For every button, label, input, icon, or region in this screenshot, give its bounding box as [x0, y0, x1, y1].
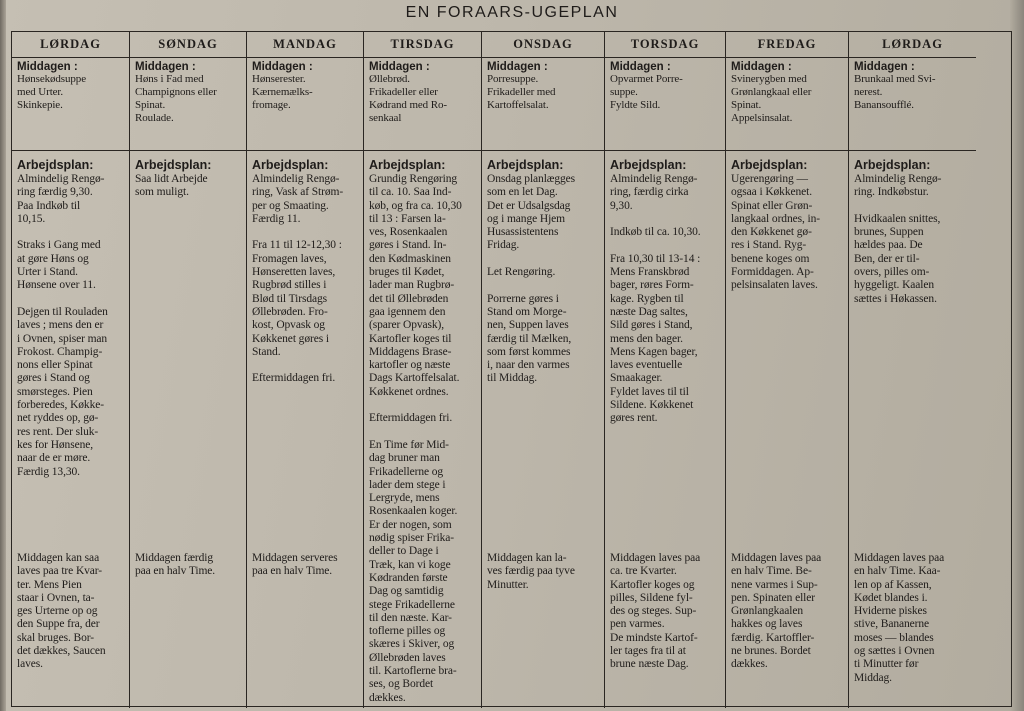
day-header-monday: MANDAG [247, 32, 364, 58]
meal-cell-thursday [605, 58, 726, 151]
meal-text: Porresuppe. Frikadeller med Kartoffelsalat. [487, 73, 556, 111]
plan-text: Almindelig Rengø- ring, Vask af Strøm- per og Smaating. Færdig 11. Fra 11 til 12-12,30 : Fromagen laves, Hønseretten laves, Rugbrød stilles i Blød til Tirsdags Øllebrøden. Fro- kost, Opvask og Køkkenet gøres i Stand. Eftermiddagen fri. [252, 173, 344, 385]
plan-text: Ugerengøring — ogsaa i Køkkenet. Spinat eller Grøn- langkaal ordnes, in- den Køkkenet gø- res i Stand. Ryg- benene koges om Formiddagen. Ap- pelsinsalaten laves. [731, 173, 821, 292]
meal-cell-saturday [12, 58, 130, 151]
day-header-friday: FREDAG [726, 32, 849, 58]
plan-label: Arbejdsplan: [731, 158, 808, 172]
plan-label: Arbejdsplan: [369, 158, 446, 172]
plan-label: Arbejdsplan: [17, 158, 94, 172]
weekly-plan-table [11, 31, 1012, 707]
plan-bottom-text: Middagen laves paa ca. tre Kvarter. Kartofler koges og pilles, Sildene fyl- des og steges. Sup- pen varmes. De mindste Kartof- ler tages fra til at brune næste Dag. [610, 552, 701, 671]
day-header-tuesday: TIRSDAG [364, 32, 482, 58]
plan-bottom-text: Middagen kan saa laves paa tre Kvar- ter. Mens Pien staar i Ovnen, ta- ges Urterne op og den Suppe fra, der skal bruges. Bor- det dækkes, Saucen laves. [17, 552, 106, 671]
plan-text: Almindelig Rengø- ring. Indkøbstur. Hvidkaalen snittes, brunes, Suppen hældes paa. De Ben, der er til- overs, pilles om- hyggeligt. Kaalen sættes i Høkassen. [854, 173, 942, 305]
meal-label: Middagen : [135, 61, 196, 73]
meal-text: Opvarmet Porre- suppe. Fyldte Sild. [610, 73, 683, 111]
day-header-saturday: LØRDAG [12, 32, 130, 58]
plan-cell-sunday [130, 151, 247, 708]
meal-label: Middagen : [610, 61, 671, 73]
meal-cell-wednesday [482, 58, 605, 151]
plan-cell-friday [726, 151, 849, 708]
day-header-wednesday: ONSDAG [482, 32, 605, 58]
meal-label: Middagen : [487, 61, 548, 73]
plan-label: Arbejdsplan: [252, 158, 329, 172]
page-title: EN FORAARS-UGEPLAN [405, 4, 619, 21]
day-header-sunday: SØNDAG [130, 32, 247, 58]
book-spine [0, 0, 6, 711]
page-edge [1010, 0, 1024, 711]
meal-text: Øllebrød. Frikadeller eller Kødrand med Ro- senkaal [369, 73, 447, 124]
day-header-thursday: TORSDAG [605, 32, 726, 58]
plan-cell-tuesday [364, 151, 482, 708]
plan-label: Arbejdsplan: [487, 158, 564, 172]
meal-label: Middagen : [252, 61, 313, 73]
plan-bottom-text: Middagen laves paa en halv Time. Be- nene varmes i Sup- pen. Spinaten eller Grønlangkaalen hakkes og laves færdig. Kartoffler- ne brunes. Bordet dækkes. [731, 552, 822, 671]
plan-text: Onsdag planlægges som en let Dag. Det er Udsalgsdag og i mange Hjem Husassistentens Fridag. Let Rengøring. Porrerne gøres i Stand om Morge- nen, Suppen laves færdig til Mælken, som først kommes i, naar den varmes til Middag. [487, 173, 576, 385]
plan-cell-wednesday [482, 151, 605, 708]
meal-text: Høns i Fad med Champignons eller Spinat. Roulade. [135, 73, 217, 124]
plan-cell-saturday [12, 151, 130, 708]
meal-cell-tuesday [364, 58, 482, 151]
day-header-saturday-2: LØRDAG [849, 32, 976, 58]
meal-text: Svinerygben med Grønlangkaal eller Spinat. Appelsinsalat. [731, 73, 812, 124]
plan-bottom-text: Middagen kan la- ves færdig paa tyve Minutter. [487, 552, 575, 591]
plan-cell-monday [247, 151, 364, 708]
meal-label: Middagen : [17, 61, 78, 73]
meal-label: Middagen : [369, 61, 430, 73]
plan-cell-saturday-2 [849, 151, 976, 708]
plan-bottom-text: Middagen færdig paa en halv Time. [135, 552, 216, 578]
plan-label: Arbejdsplan: [854, 158, 931, 172]
plan-text: Saa lidt Arbejde som muligt. [135, 173, 208, 199]
plan-bottom-text: Middagen serveres paa en halv Time. [252, 552, 338, 578]
meal-label: Middagen : [731, 61, 792, 73]
meal-cell-sunday [130, 58, 247, 151]
meal-text: Hønsekødsuppe med Urter. Skinkepie. [17, 73, 86, 111]
meal-label: Middagen : [854, 61, 915, 73]
meal-cell-friday [726, 58, 849, 151]
plan-cell-thursday [605, 151, 726, 708]
plan-label: Arbejdsplan: [135, 158, 212, 172]
plan-text: Almindelig Rengø- ring, færdig cirka 9,30. Indkøb til ca. 10,30. Fra 10,30 til 13-14 : Mens Franskbrød bager, røres Form- kage. Rygben til næste Dag saltes, Sild gøres i Stand, mens den bager. Mens Kagen bager, laves eventuelle Smaakager. Fyldet laves til til Sildene. Køkkenet gøres rent. [610, 173, 701, 425]
plan-text: Grundig Rengøring til ca. 10. Saa Ind- køb, og fra ca. 10,30 til 13 : Farsen la- ves, Rosenkaalen gøres i Stand. In- den Kødmaskinen bruges til Kødet, lader man Rugbrø- det til Øllebrøden gaa igennem den (sparer Opvask), Kartofler koges til Middagens Brase- kartofler og næste Dags Kartoffelsalat. Køkkenet ordnes. Eftermiddagen fri. En Time før Mid- dag bruner man Frikadellerne og lader dem stege i Lergryde, mens Rosenkaalen koger. Er der nogen, som nødig spiser Frika- deller to Dage i Træk, kan vi koge Kødranden første Dag og samtidig stege Frikadellerne til den næste. Kar- toflerne pilles og skæres i Skiver, og Øllebrøden laves til. Kartoflerne bra- ses, og Bordet dækkes. [369, 173, 462, 704]
meal-text: Brunkaal med Svi- nerest. Banansoufflé. [854, 73, 936, 111]
meal-cell-saturday-2 [849, 58, 976, 151]
plan-text: Almindelig Rengø- ring færdig 9,30. Paa Indkøb til 10,15. Straks i Gang med at gøre Høns og Urter i Stand. Hønsene over 11. Dejgen til Rouladen laves ; mens den er i Ovnen, spiser man Frokost. Champig- nons eller Spinat gøres i Stand og smørsteges. Pien forberedes, Køkke- net ryddes op, gø- res rent. Der sluk- kes for Hønsene, naar de er møre. Færdig 13,30. [17, 173, 108, 478]
meal-text: Hønserester. Kærnemælks- fromage. [252, 73, 313, 111]
meal-cell-monday [247, 58, 364, 151]
plan-label: Arbejdsplan: [610, 158, 687, 172]
plan-bottom-text: Middagen laves paa en halv Time. Kaa- len op af Kassen, Kødet blandes i. Hviderne piskes stive, Bananerne moses — blandes og sættes i Ovnen ti Minutter før Middag. [854, 552, 945, 684]
